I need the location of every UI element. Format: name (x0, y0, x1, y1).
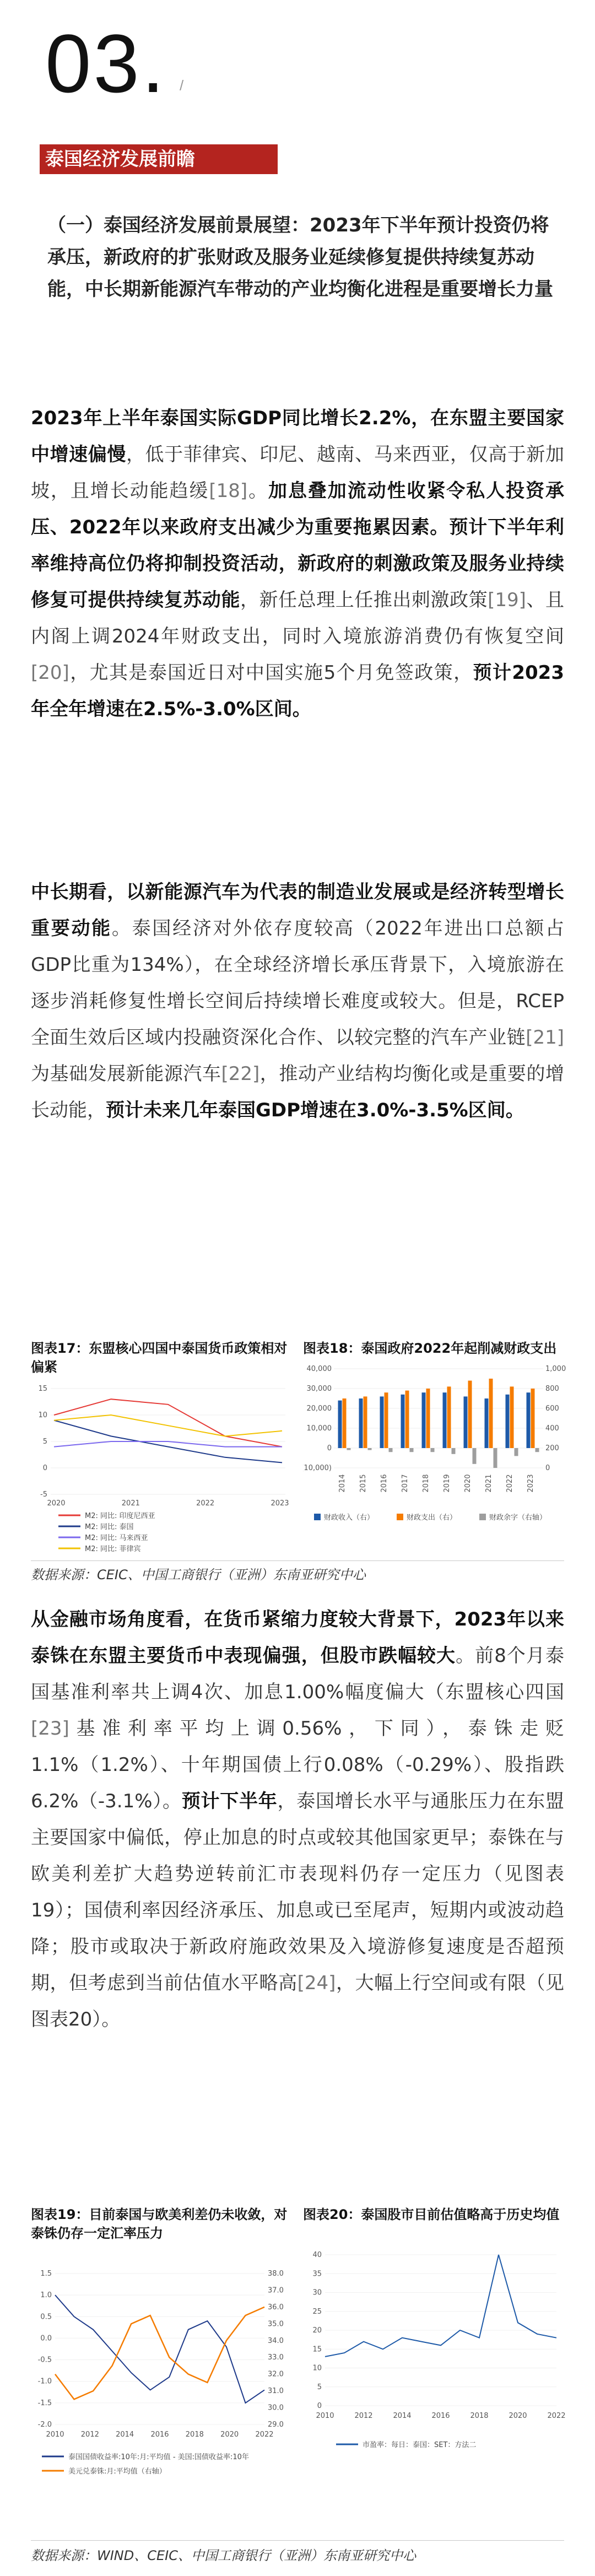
x-tick-label: 2016 (431, 2412, 450, 2420)
y-tick-label-left: -0.5 (37, 2356, 52, 2364)
bar (515, 1448, 518, 1456)
x-tick-label: 2022 (506, 1474, 514, 1493)
y-tick-label-left: 40,000 (306, 1365, 332, 1373)
legend-label: 泰国国债收益率:10年:月:平均值 - 美国:国债收益率:10年 (68, 2453, 249, 2461)
y-tick-label-left: 30,000 (306, 1385, 332, 1393)
x-tick-label: 2014 (338, 1474, 347, 1493)
x-tick-label: 2016 (380, 1474, 388, 1493)
series-line-spread (55, 2295, 264, 2403)
para1-bold-2: 加息叠加流动性收紧令私人投资承压、2022年以来政府支出减少为重要拖累因素。预计下半年利率维持高位仍将抑制投资活动，新政府的刺激政策及服务业持续修复可提供持续复苏动能 (31, 480, 565, 611)
series-line (54, 1415, 282, 1436)
y-tick-label-left: 1.0 (40, 2291, 52, 2300)
source-note-2: 数据来源：WIND、CEIC、中国工商银行（亚洲）东南亚研究中心 (31, 2548, 416, 2563)
y-tick-label-right: 36.0 (268, 2303, 284, 2312)
bar (506, 1395, 510, 1448)
para2-text-2: 为基础发展新能源汽车 (31, 1063, 221, 1085)
figure-18 (303, 1339, 567, 1540)
bar (405, 1391, 409, 1448)
y-tick-label-right: 35.0 (268, 2320, 284, 2329)
figure-20-chart (303, 2224, 567, 2499)
bar (410, 1448, 414, 1452)
bar (359, 1398, 363, 1448)
bar (431, 1448, 435, 1452)
reference-21[interactable]: [21] (526, 1027, 564, 1049)
y-tick-label-right: 33.0 (268, 2353, 284, 2362)
reference-22[interactable]: [22] (221, 1063, 260, 1085)
x-tick-label: 2020 (220, 2431, 239, 2439)
series-line (54, 1441, 282, 1447)
figure-19-chart (31, 2243, 290, 2518)
y-tick-label-left: 0.5 (40, 2313, 52, 2321)
bar (494, 1448, 497, 1468)
y-tick-label-right: 30.0 (268, 2404, 284, 2412)
y-tick-label-right: 34.0 (268, 2336, 284, 2345)
x-tick-label: 2017 (401, 1474, 409, 1493)
y-tick-label: 20 (312, 2326, 322, 2335)
x-tick-label: 2020 (47, 1499, 66, 1508)
bar (531, 1389, 535, 1448)
reference-23[interactable]: [23] (31, 1718, 69, 1740)
reference-19[interactable]: [19] (488, 589, 526, 611)
para2-text-1: 。泰国经济对外依存度较高（2022年进出口总额占GDP比重为134%），在全球经济增长承压背景下，入境旅游在逐步消耗修复性增长空间后持续增长难度或较大。但是，RCEP全面生效后区域内投融资深化合作、以较完整的汽车产业链 (31, 917, 565, 1049)
bar (422, 1392, 426, 1448)
reference-20[interactable]: [20] (31, 662, 69, 684)
legend-label: 市盈率：每日：泰国：SET：方法二 (363, 2441, 477, 2449)
x-tick-label: 2012 (354, 2412, 373, 2420)
bar (464, 1396, 468, 1448)
figure-20-title: 图表20：泰国股市目前估值略高于历史均值 (303, 2207, 560, 2222)
figure-17-title: 图表17：东盟核心四国中泰国货币政策相对偏紧 (31, 1341, 288, 1375)
legend-label: M2: 同比: 泰国 (85, 1523, 134, 1531)
x-tick-label: 2018 (185, 2431, 204, 2439)
figure-19 (31, 2205, 290, 2520)
x-tick-label: 2015 (359, 1474, 367, 1493)
legend-label: 财政余字（右轴） (489, 1514, 547, 1522)
bar (473, 1448, 477, 1464)
para3-text-3: ，泰国增长水平与通胀压力在东盟主要国家中偏低，停止加息的时点或较其他国家更早；泰铢在与欧美利差扩大趋势逆转前汇市表现料仍存一定压力（见图表19）；国债利率因经济承压、加息或已至尾声，短期内或波动趋降；股市或取决于新政府施政效果及入境游修复速度是否超预期，但考虑到当前估值水平略高 (31, 1790, 565, 1994)
y-tick-label-right: 29.0 (268, 2421, 284, 2429)
reference-24[interactable]: [24] (297, 1972, 336, 1994)
y-tick-label: 15 (38, 1385, 47, 1393)
figure-17-chart (31, 1376, 290, 1556)
y-tick-label-left: 20,000 (306, 1405, 332, 1413)
bar (385, 1392, 388, 1448)
bar (485, 1398, 489, 1448)
bar (389, 1448, 393, 1452)
y-tick-label: 5 (317, 2383, 322, 2391)
bar (380, 1396, 384, 1448)
y-tick-label-right: 32.0 (268, 2370, 284, 2379)
para1-text-4: 、且内阁上调2024年财政支出，同时入境旅游消费仍有恢复空间 (31, 589, 565, 647)
x-tick-label: 2020 (509, 2412, 527, 2420)
bar (452, 1448, 456, 1454)
x-tick-label: 2016 (150, 2431, 169, 2439)
paragraph-1 (31, 400, 564, 727)
bar (364, 1396, 367, 1448)
bar (536, 1448, 539, 1452)
y-tick-label-left: 0 (327, 1444, 332, 1452)
figure-20 (303, 2205, 567, 2502)
y-tick-label-left: -1.0 (37, 2377, 52, 2386)
para2-text-3: ，推动产业结构均衡化或是重要的增长动能， (31, 1063, 565, 1121)
legend-label: 美元兑泰铢:月:平均值（右轴） (68, 2467, 166, 2476)
paragraph-2 (31, 874, 564, 1128)
bar (468, 1381, 472, 1448)
x-tick-label: 2023 (271, 1499, 289, 1508)
y-tick-label-right: 200 (545, 1444, 559, 1452)
para2-bold-2: 预计未来几年泰国GDP增速在3.0%-3.5%区间。 (106, 1099, 524, 1121)
source-note-1: 数据来源：CEIC、中国工商银行（亚洲）东南亚研究中心 (31, 1567, 366, 1583)
paragraph-3 (31, 1601, 564, 2038)
figure-18-title: 图表18：泰国政府2022年起削减财政支出 (303, 1341, 557, 1356)
x-tick-label: 2022 (255, 2431, 274, 2439)
y-tick-label-right: 1,000 (545, 1365, 566, 1373)
x-tick-label: 2019 (443, 1474, 451, 1493)
subheading: （一）泰国经济发展前景展望：2023年下半年预计投资仍将承压，新政府的扩张财政及服务业延续修复提供持续复苏动能，中长期新能源汽车带动的产业均衡化进程是重要增长力量 (47, 214, 553, 300)
y-tick-label: 30 (312, 2288, 322, 2297)
legend-swatch (314, 1514, 321, 1520)
x-tick-label: 2010 (46, 2431, 64, 2439)
x-tick-label: 2018 (422, 1474, 430, 1493)
para3-bold-1: 从金融市场角度看，在货币紧缩力度较大背景下，2023年以来泰铢在东盟主要货币中表现偏强，但股市跌幅较大 (31, 1608, 564, 1667)
y-tick-label-left: (10,000) (303, 1464, 332, 1472)
legend-label: M2: 同比: 印度尼西亚 (85, 1512, 155, 1520)
para3-bold-2: 预计下半年 (181, 1790, 278, 1812)
y-tick-label-right: 0 (545, 1464, 550, 1472)
y-tick-label-right: 400 (545, 1424, 559, 1433)
y-tick-label: 10 (38, 1411, 47, 1419)
section-slash: / (180, 77, 184, 94)
para1-bold-1: 2023年上半年泰国实际GDP同比增长2.2%，在东盟主要国家中增速偏慢 (31, 407, 564, 466)
series-line (54, 1399, 282, 1446)
y-tick-label-right: 37.0 (268, 2286, 284, 2295)
x-tick-label: 2021 (121, 1499, 140, 1508)
y-tick-label: -5 (40, 1490, 47, 1499)
source-divider-2 (31, 2540, 564, 2541)
x-tick-label: 2010 (316, 2412, 334, 2420)
x-tick-label: 2020 (464, 1474, 472, 1493)
para1-text-2: 。 (247, 480, 269, 502)
source-divider-1 (31, 1560, 564, 1561)
para3-text-4: ，大幅上行空间或有限（见图表20）。 (31, 1972, 565, 2030)
y-tick-label: 5 (42, 1438, 47, 1446)
y-tick-label: 40 (312, 2251, 322, 2259)
figure-row-2 (28, 2205, 567, 2569)
reference-18[interactable]: [18] (209, 480, 248, 502)
y-tick-label-right: 600 (545, 1405, 559, 1413)
figure-row-1 (28, 1339, 567, 1579)
y-tick-label-right: 31.0 (268, 2387, 284, 2396)
y-tick-label-right: 38.0 (268, 2270, 284, 2278)
y-tick-label: 15 (312, 2345, 322, 2354)
x-tick-label: 2022 (547, 2412, 566, 2420)
legend-swatch (397, 1514, 403, 1520)
para1-bold-3: 预计2023年全年增速在2.5%-3.0%区间。 (31, 662, 564, 720)
figure-17 (31, 1339, 290, 1558)
bar (443, 1392, 447, 1448)
series-line-usdthb (55, 2307, 264, 2399)
x-tick-label: 2012 (80, 2431, 99, 2439)
x-tick-label: 2023 (527, 1474, 535, 1493)
bar (510, 1386, 514, 1448)
x-tick-label: 2014 (393, 2412, 412, 2420)
bar (489, 1379, 493, 1448)
y-tick-label-left: -2.0 (37, 2421, 52, 2429)
y-tick-label-left: 1.5 (40, 2270, 52, 2278)
x-tick-label: 2018 (470, 2412, 489, 2420)
legend-label: 财政收入（右） (324, 1514, 375, 1522)
y-tick-label-left: 0.0 (40, 2334, 52, 2343)
y-tick-label: 35 (312, 2270, 322, 2278)
section-tag: 泰国经济发展前瞻 (40, 144, 278, 174)
bar (347, 1448, 351, 1450)
bar (401, 1395, 405, 1448)
legend-label: 财政支出（右） (407, 1514, 457, 1522)
x-tick-label: 2022 (196, 1499, 215, 1508)
y-tick-label-right: 800 (545, 1385, 559, 1393)
legend-label: M2: 同比: 菲律宾 (85, 1545, 141, 1553)
figure-19-title: 图表19：目前泰国与欧美利差仍未收敛，对泰铢仍存一定汇率压力 (31, 2207, 288, 2241)
para1-text-5: ，尤其是泰国近日对中国实施5个月免签政策， (69, 662, 473, 684)
x-tick-label: 2014 (116, 2431, 134, 2439)
y-tick-label-left: -1.5 (37, 2399, 52, 2407)
x-tick-label: 2021 (485, 1474, 493, 1493)
y-tick-label-left: 10,000 (306, 1424, 332, 1433)
legend-label: M2: 同比: 马来西亚 (85, 1534, 148, 1542)
bar (368, 1448, 372, 1450)
y-tick-label: 0 (42, 1464, 47, 1472)
bar (343, 1398, 347, 1448)
bar (426, 1389, 430, 1448)
para3-text-1: 。前8个月泰国基准利率共上调4次、加息1.00%幅度偏大（东盟核心四国 (31, 1645, 564, 1703)
bar (447, 1386, 451, 1448)
bar (527, 1392, 531, 1448)
y-tick-label: 25 (312, 2307, 322, 2316)
para1-text-1: ，低于菲律宾、印尼、越南、马来西亚，仅高于新加坡，且增长动能趋缓 (31, 444, 565, 502)
figure-18-chart (303, 1358, 567, 1537)
para1-text-3: ，新任总理上任推出刺激政策 (240, 589, 488, 611)
legend-swatch (479, 1514, 486, 1520)
y-tick-label: 10 (312, 2364, 322, 2373)
section-number: 03. (45, 17, 167, 110)
para3-text-2: 基准利率平均上调0.56%，下同），泰铢走贬1.1%（1.2%）、十年期国债上行0.08%（-0.29%）、股指跌6.2%（-3.1%）。 (31, 1718, 564, 1812)
series-line-pe (325, 2255, 556, 2357)
y-tick-label: 0 (317, 2402, 322, 2410)
para2-bold-1: 中长期看，以新能源汽车为代表的制造业发展或是经济转型增长重要动能 (31, 881, 564, 939)
bar (338, 1401, 342, 1448)
